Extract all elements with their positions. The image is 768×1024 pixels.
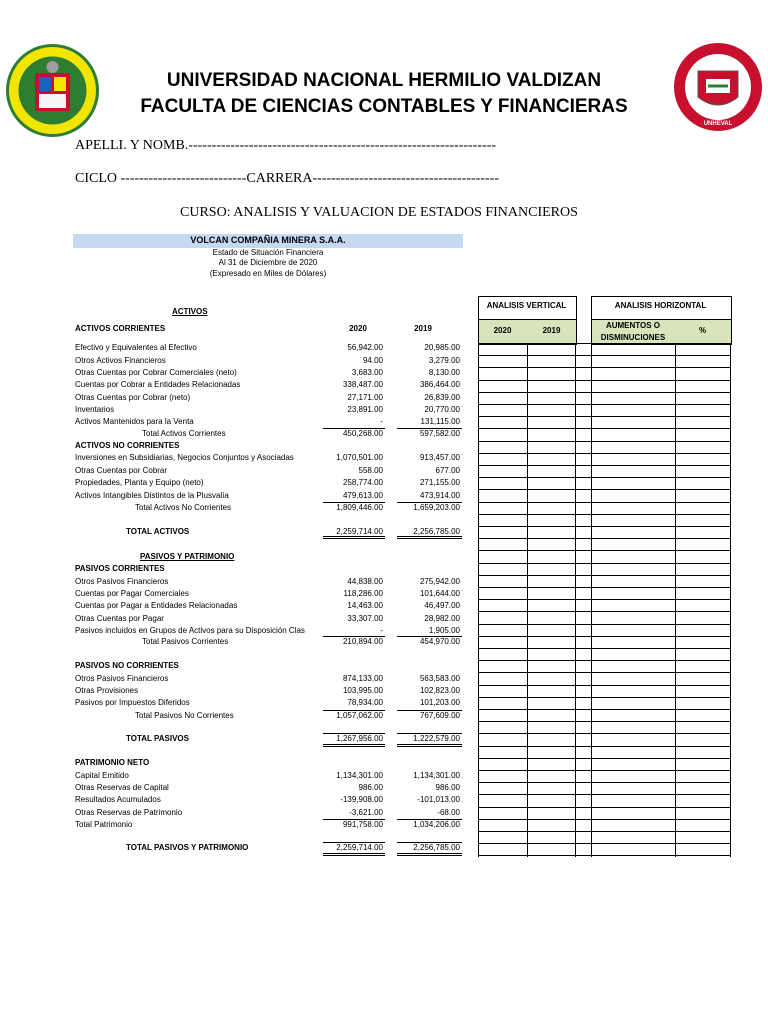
row-label: Total Pasivos Corrientes — [142, 637, 229, 646]
row-label: Otras Cuentas por Cobrar — [75, 466, 168, 475]
row-label: Activos Mantenidos para la Venta — [75, 417, 194, 426]
name-line: APELLI. Y NOMB.------------------------------------------------------------------ — [75, 138, 496, 153]
row-label: Otros Pasivos Financieros — [75, 674, 169, 683]
statement-title: Estado de Situación Financiera — [212, 248, 324, 257]
grid-row-line — [478, 453, 730, 454]
value-2020: 118,286.00 — [343, 589, 383, 598]
value-2019: 1,659,203.00 — [413, 503, 460, 512]
value-2019: 1,222,579.00 — [413, 734, 460, 743]
grid-row-line — [478, 636, 730, 637]
row-label: ACTIVOS CORRIENTES — [75, 324, 166, 333]
value-2019: 386,464.00 — [419, 380, 460, 389]
row-label: Propiedades, Planta y Equipo (neto) — [75, 478, 204, 487]
value-2020: 56,942.00 — [347, 343, 383, 352]
grid-row-line — [478, 855, 730, 856]
course-line: CURSO: ANALISIS Y VALUACION DE ESTADOS FINANCIEROS — [180, 205, 578, 220]
row-label: PASIVOS NO CORRIENTES — [75, 661, 179, 670]
row-label: Total Patrimonio — [75, 820, 133, 829]
grid-row-line — [478, 660, 730, 661]
row-label: PASIVOS CORRIENTES — [75, 564, 165, 573]
row-label: Cuentas por Pagar Comerciales — [75, 589, 189, 598]
total-underline-2019 — [397, 536, 462, 539]
grid-row-line — [478, 624, 730, 625]
grid-row-line — [478, 404, 730, 405]
value-2020: 338,487.00 — [342, 380, 383, 389]
total-underline-2020 — [323, 744, 385, 747]
grid-row-line — [478, 489, 730, 490]
value-2019: 20,770.00 — [424, 405, 460, 414]
value-2019: 454,970.00 — [419, 637, 460, 646]
row-label: Otras Reservas de Patrimonio — [75, 808, 183, 817]
grid-row-line — [478, 819, 730, 820]
total-underline-2020 — [323, 819, 385, 820]
statement-date: Al 31 de Diciembre de 2020 — [218, 258, 318, 267]
grid-row-line — [478, 416, 730, 417]
grid-row-line — [478, 563, 730, 564]
university-title: UNIVERSIDAD NACIONAL HERMILIO VALDIZAN — [166, 70, 602, 91]
value-2019: -68.00 — [437, 808, 460, 817]
value-2020: 558.00 — [358, 466, 383, 475]
grid-row-line — [478, 697, 730, 698]
row-label: Capital Emitido — [75, 771, 129, 780]
value-2020: 258,774.00 — [342, 478, 383, 487]
row-label: Resultados Acumulados — [75, 795, 161, 804]
value-2019: 8,130.00 — [428, 368, 460, 377]
grid-row-line — [478, 758, 730, 759]
grid-row-line — [478, 428, 730, 429]
value-2019: 275,942.00 — [419, 577, 460, 586]
vertical-col-2019: 2019 — [542, 326, 561, 335]
analysis-horizontal-title: ANALISIS HORIZONTAL — [614, 301, 707, 310]
row-label: Otros Pasivos Financieros — [75, 577, 169, 586]
value-2020: 991,758.00 — [342, 820, 383, 829]
grid-row-line — [478, 538, 730, 539]
total-underline-2020 — [323, 502, 385, 503]
horizontal-col-pct: % — [698, 326, 707, 335]
grid-row-line — [478, 526, 730, 527]
row-label: Cuentas por Cobrar a Entidades Relacionadas — [75, 380, 241, 389]
grid-row-line — [478, 672, 730, 673]
value-2019: 3,279.00 — [428, 356, 460, 365]
total-underline-2019 — [397, 853, 462, 856]
row-label: Otras Cuentas por Pagar — [75, 614, 164, 623]
value-2019: 1,134,301.00 — [413, 771, 460, 780]
grid-row-line — [478, 502, 730, 503]
value-2019: 767,609.00 — [419, 711, 460, 720]
grid-row-line — [478, 831, 730, 832]
row-label: Inventarios — [75, 405, 115, 414]
value-2019: 101,203.00 — [419, 698, 460, 707]
value-2019: 2,256,785.00 — [413, 843, 460, 852]
total-underline-2020 — [323, 842, 385, 843]
grid-row-line — [478, 709, 730, 710]
value-2020: 3,683.00 — [351, 368, 383, 377]
grid-row-line — [478, 343, 730, 344]
value-2020: 103,995.00 — [342, 686, 383, 695]
grid-row-line — [478, 441, 730, 442]
value-2019: 1,034,206.00 — [413, 820, 460, 829]
total-underline-2019 — [397, 819, 462, 820]
value-2019: 677.00 — [435, 466, 460, 475]
value-2020: 2,259,714.00 — [336, 527, 383, 536]
total-underline-2019 — [397, 733, 462, 734]
value-2019: 913,457.00 — [419, 453, 460, 462]
row-label: TOTAL PASIVOS Y PATRIMONIO — [126, 843, 249, 852]
value-2019: 597,582.00 — [419, 429, 460, 438]
grid-row-line — [478, 685, 730, 686]
total-underline-2019 — [397, 428, 462, 429]
grid-row-line — [478, 746, 730, 747]
grid-column-line — [478, 343, 479, 857]
value-2020: 44,838.00 — [347, 577, 383, 586]
value-2020: 1,070,501.00 — [336, 453, 383, 462]
total-underline-2020 — [323, 536, 385, 539]
total-underline-2020 — [323, 853, 385, 856]
value-2019: 563,583.00 — [419, 674, 460, 683]
value-2020: 450,268.00 — [342, 429, 383, 438]
value-2019: 46,497.00 — [424, 601, 460, 610]
row-label: Efectivo y Equivalentes al Efectivo — [75, 343, 197, 352]
row-label: TOTAL ACTIVOS — [126, 527, 190, 536]
row-label: Inversiones en Subsidiarias, Negocios Conjuntos y Asociadas — [75, 453, 294, 462]
grid-row-line — [478, 599, 730, 600]
faculty-title: FACULTA DE CIENCIAS CONTABLES Y FINANCIERAS — [140, 96, 628, 117]
row-label: Activos Intangibles Distintos de la Plusvalía — [75, 491, 229, 500]
value-2019: 473,914.00 — [419, 491, 460, 500]
value-2019: 102,823.00 — [419, 686, 460, 695]
grid-row-line — [478, 843, 730, 844]
grid-row-line — [478, 380, 730, 381]
value-2020: - — [380, 417, 383, 426]
row-label: ACTIVOS NO CORRIENTES — [75, 441, 180, 450]
total-underline-2020 — [323, 428, 385, 429]
value-2020: 210,894.00 — [342, 637, 383, 646]
grid-column-line — [591, 343, 592, 857]
value-2019: 101,644.00 — [419, 589, 460, 598]
grid-row-line — [478, 733, 730, 734]
total-underline-2020 — [323, 636, 385, 637]
value-2020: 94.00 — [362, 356, 383, 365]
grid-column-line — [675, 343, 676, 857]
value-2020: -139,908.00 — [340, 795, 383, 804]
grid-row-line — [478, 514, 730, 515]
grid-row-line — [478, 392, 730, 393]
grid-column-line — [575, 343, 576, 857]
value-2020: 2,259,714.00 — [336, 843, 383, 852]
value-2020: 1,057,062.00 — [336, 711, 383, 720]
grid-row-line — [478, 465, 730, 466]
horizontal-col-disminuciones: DISMINUCIONES — [600, 333, 666, 342]
value-2020: - — [380, 626, 383, 635]
row-label: Pasivos por Impuestos Diferidos — [75, 698, 190, 707]
value-2019: -101,013.00 — [417, 795, 460, 804]
value-2020: 27,171.00 — [347, 393, 383, 402]
value-2019: 2019 — [414, 324, 432, 333]
row-label: Pasivos incluidos en Grupos de Activos para su Disposición Clas — [75, 626, 305, 635]
row-label: Cuentas por Pagar a Entidades Relacionadas — [75, 601, 238, 610]
grid-row-line — [478, 807, 730, 808]
value-2020: 1,134,301.00 — [336, 771, 383, 780]
row-label: Otras Provisiones — [75, 686, 139, 695]
row-label: Otros Activos Financieros — [75, 356, 166, 365]
seal-bottom-text: UNHEVAL — [703, 121, 733, 127]
value-2020: 2020 — [349, 324, 367, 333]
row-label: Total Activos No Corrientes — [135, 503, 232, 512]
horizontal-col-aumentos: AUMENTOS O — [605, 321, 661, 330]
total-underline-2019 — [397, 842, 462, 843]
grid-row-line — [478, 648, 730, 649]
total-underline-2019 — [397, 636, 462, 637]
value-2020: 33,307.00 — [347, 614, 383, 623]
analysis-vertical-title: ANALISIS VERTICAL — [486, 301, 567, 310]
grid-row-line — [478, 367, 730, 368]
total-underline-2019 — [397, 502, 462, 503]
vertical-col-2020: 2020 — [493, 326, 512, 335]
grid-row-line — [478, 477, 730, 478]
row-label: Otras Reservas de Capital — [75, 783, 169, 792]
value-2020: 1,809,446.00 — [336, 503, 383, 512]
value-2020: 23,891.00 — [347, 405, 383, 414]
value-2019: 271,155.00 — [419, 478, 460, 487]
value-2019: 1,905.00 — [428, 626, 460, 635]
grid-row-line — [478, 355, 730, 356]
grid-column-line — [527, 343, 528, 857]
value-2019: 20,985.00 — [424, 343, 460, 352]
total-underline-2020 — [323, 710, 385, 711]
total-underline-2019 — [397, 744, 462, 747]
company-name: VOLCAN COMPAÑIA MINERA S.A.A. — [190, 235, 346, 245]
row-label: Total Activos Corrientes — [142, 429, 226, 438]
grid-row-line — [478, 550, 730, 551]
row-label: Otras Cuentas por Cobrar Comerciales (neto) — [75, 368, 237, 377]
grid-row-line — [478, 794, 730, 795]
value-2020: -3,621.00 — [349, 808, 383, 817]
value-2020: 986.00 — [358, 783, 383, 792]
grid-row-line — [478, 575, 730, 576]
statement-units: (Expresado en Miles de Dólares) — [209, 269, 327, 278]
value-2020: 1,267,956.00 — [336, 734, 383, 743]
cycle-line: CICLO ---------------------------CARRERA---------------------------------------- — [75, 171, 499, 186]
grid-row-line — [478, 770, 730, 771]
value-2020: 874,133.00 — [342, 674, 383, 683]
value-2019: 986.00 — [435, 783, 460, 792]
row-label: TOTAL PASIVOS — [126, 734, 189, 743]
value-2020: 479,613.00 — [342, 491, 383, 500]
grid-row-line — [478, 782, 730, 783]
grid-row-line — [478, 611, 730, 612]
value-2019: 28,982.00 — [424, 614, 460, 623]
total-underline-2019 — [397, 710, 462, 711]
grid-row-line — [478, 587, 730, 588]
grid-row-line — [478, 721, 730, 722]
value-2019: 2,256,785.00 — [413, 527, 460, 536]
row-label: PATRIMONIO NETO — [75, 758, 150, 767]
activos-title: ACTIVOS — [172, 307, 208, 316]
value-2020: 14,463.00 — [347, 601, 383, 610]
row-label: Total Pasivos No Corrientes — [135, 711, 234, 720]
value-2019: 131,115.00 — [420, 417, 460, 426]
value-2019: 26,839.00 — [424, 393, 460, 402]
grid-column-line — [730, 343, 731, 857]
row-label: Otras Cuentas por Cobrar (neto) — [75, 393, 191, 402]
value-2020: 78,934.00 — [347, 698, 383, 707]
total-underline-2020 — [323, 733, 385, 734]
row-label: PASIVOS Y PATRIMONIO — [140, 552, 235, 561]
